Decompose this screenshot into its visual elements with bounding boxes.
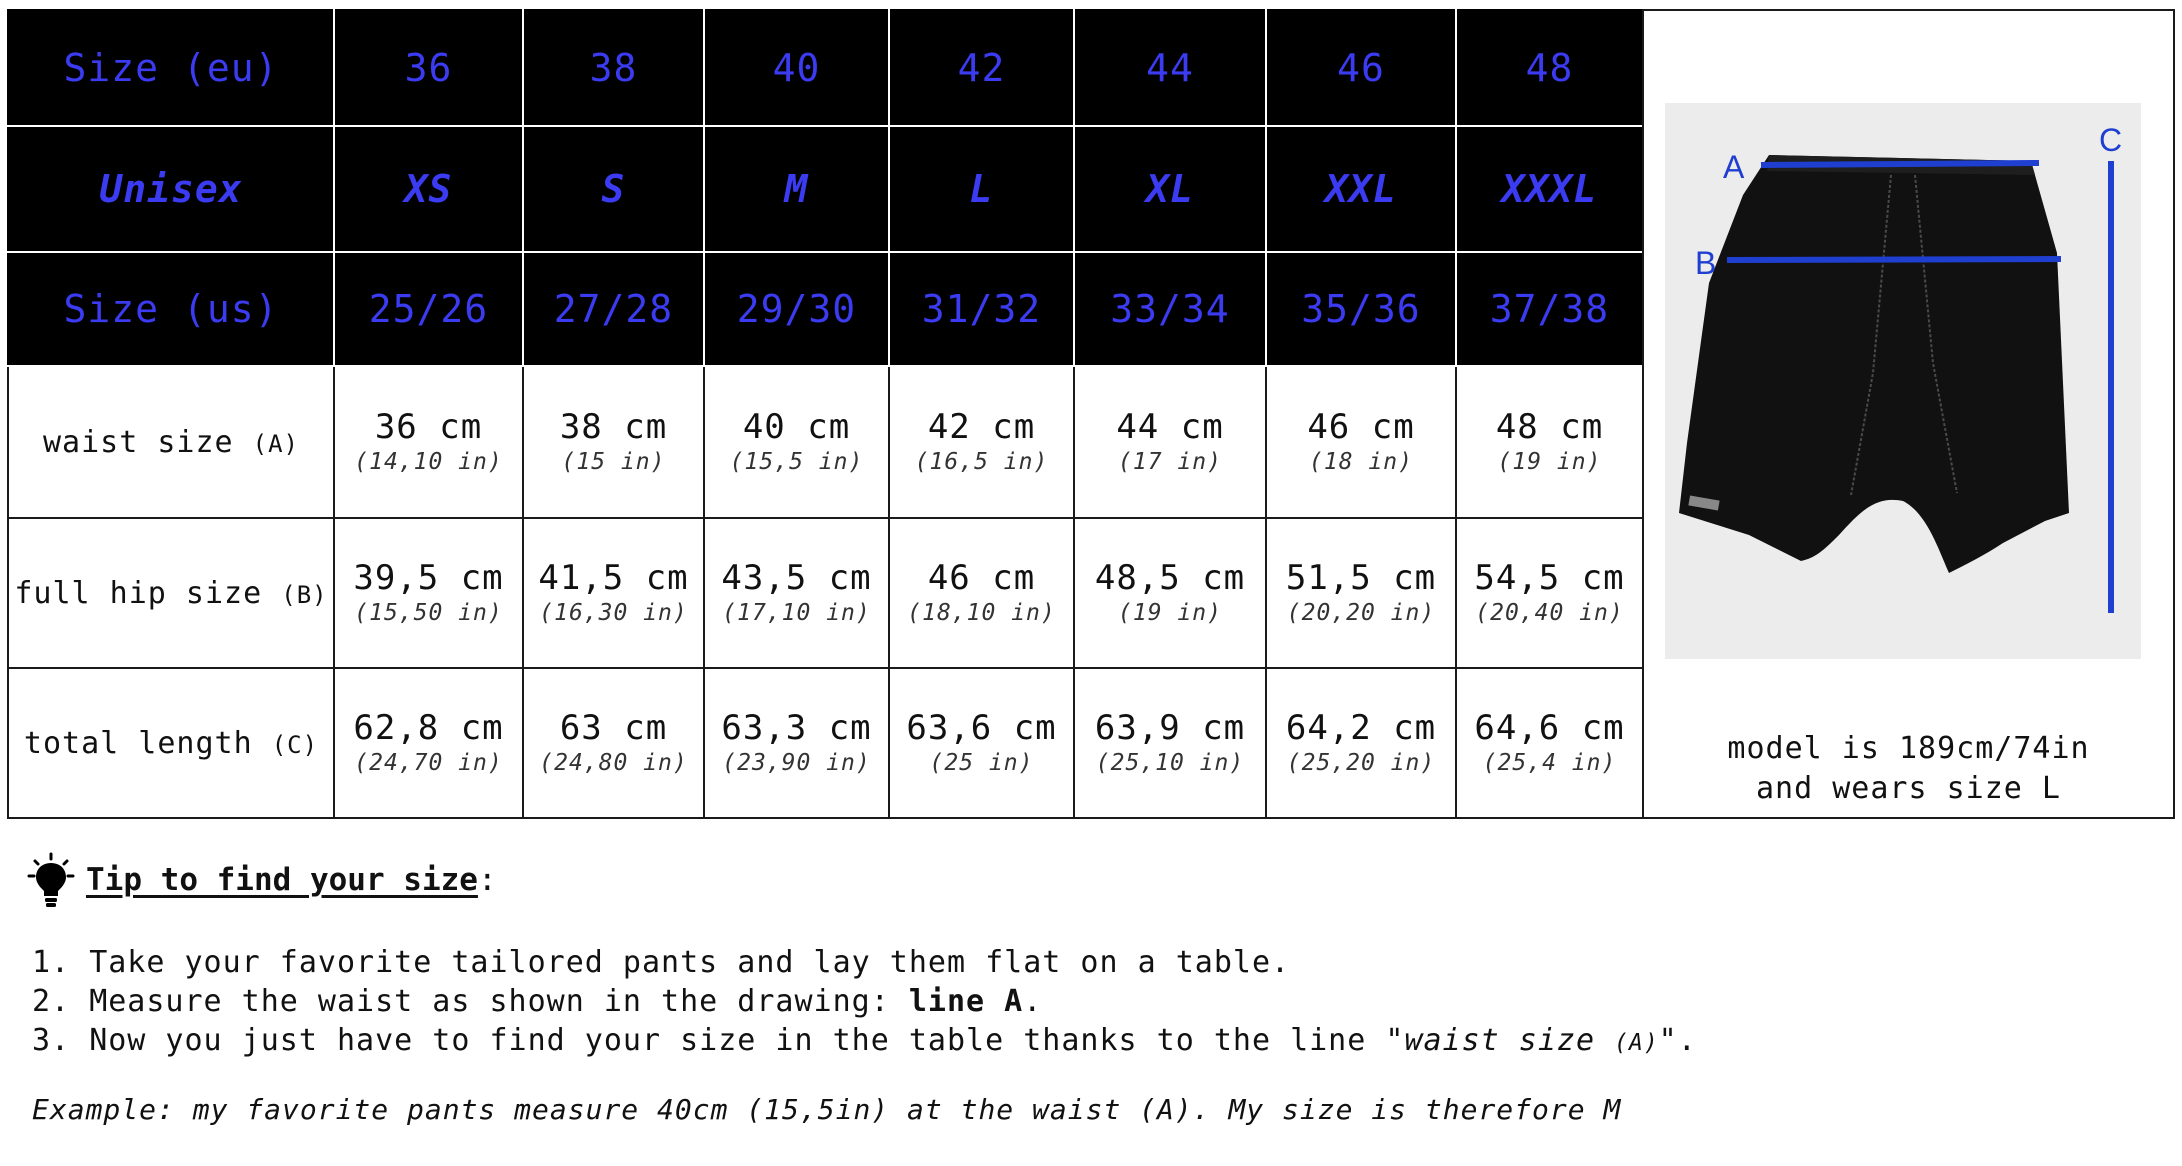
measure-cell: 42 cm (16,5 in) — [889, 366, 1074, 518]
model-note-line2: and wears size L — [1756, 771, 2061, 806]
measure-cell: 63,6 cm (25 in) — [889, 668, 1074, 818]
eu-size-cell: 38 — [523, 10, 704, 126]
row-header: Size (us) — [8, 252, 334, 366]
us-size-cell: 29/30 — [704, 252, 889, 366]
letter-size-cell: M — [704, 126, 889, 252]
row-label: total length (C) — [8, 668, 334, 818]
measure-cell: 63,3 cm (23,90 in) — [704, 668, 889, 818]
label-c: C — [2099, 122, 2123, 158]
letter-size-cell: S — [523, 126, 704, 252]
shorts-diagram — [1665, 103, 2141, 659]
letter-size-cell: L — [889, 126, 1074, 252]
steps-list — [32, 943, 1697, 1063]
step-item: 3. Now you just have to find your size in the table thanks to the line "waist size (A)". — [32, 1023, 1697, 1058]
us-size-row — [8, 252, 1643, 366]
eu-size-row — [8, 10, 1643, 126]
measure-line-a — [1761, 163, 2039, 165]
measure-cell: 36 cm (14,10 in) — [334, 366, 523, 518]
letter-size-cell: XXL — [1266, 126, 1456, 252]
eu-size-cell: 42 — [889, 10, 1074, 126]
measure-cell: 48,5 cm (19 in) — [1074, 518, 1266, 668]
tip-heading — [26, 855, 497, 905]
measure-cell: 38 cm (15 in) — [523, 366, 704, 518]
us-size-cell: 33/34 — [1074, 252, 1266, 366]
tip-title: Tip to find your size — [86, 862, 478, 898]
row-label: waist size (A) — [8, 366, 334, 518]
measure-cell: 64,6 cm (25,4 in) — [1456, 668, 1643, 818]
waist-size-row — [8, 366, 1643, 518]
shorts-drawing — [1665, 103, 2141, 659]
example-note: Example: my favorite pants measure 40cm (15,5in) at the waist (A). My size is therefore M — [32, 1093, 1622, 1126]
measure-cell: 40 cm (15,5 in) — [704, 366, 889, 518]
measure-cell: 51,5 cm (20,20 in) — [1266, 518, 1456, 668]
measure-cell: 48 cm (19 in) — [1456, 366, 1643, 518]
us-size-cell: 25/26 — [334, 252, 523, 366]
eu-size-cell: 46 — [1266, 10, 1456, 126]
eu-size-cell: 36 — [334, 10, 523, 126]
measure-cell: 46 cm (18,10 in) — [889, 518, 1074, 668]
step-item: 2. Measure the waist as shown in the drawing: line A. — [32, 984, 1043, 1019]
label-a: A — [1723, 149, 1745, 185]
eu-size-cell: 40 — [704, 10, 889, 126]
eu-size-cell: 48 — [1456, 10, 1643, 126]
us-size-cell: 35/36 — [1266, 252, 1456, 366]
hip-size-row — [8, 518, 1643, 668]
measure-cell: 44 cm (17 in) — [1074, 366, 1266, 518]
size-chart-table — [7, 9, 1644, 819]
shorts-silhouette — [1679, 155, 2069, 573]
us-size-cell: 27/28 — [523, 252, 704, 366]
measure-line-b — [1727, 259, 2061, 260]
measure-cell: 64,2 cm (25,20 in) — [1266, 668, 1456, 818]
eu-size-cell: 44 — [1074, 10, 1266, 126]
measure-cell: 62,8 cm (24,70 in) — [334, 668, 523, 818]
garment-diagram-panel — [1642, 9, 2175, 819]
letter-size-cell: XXXL — [1456, 126, 1643, 252]
lightbulb-icon — [26, 852, 76, 908]
measure-cell: 39,5 cm (15,50 in) — [334, 518, 523, 668]
measure-cell: 63 cm (24,80 in) — [523, 668, 704, 818]
measure-cell: 41,5 cm (16,30 in) — [523, 518, 704, 668]
letter-size-cell: XS — [334, 126, 523, 252]
tip-colon: : — [477, 862, 497, 898]
row-header: Size (eu) — [8, 10, 334, 126]
unisex-size-row — [8, 126, 1643, 252]
step-item: 1. Take your favorite tailored pants and lay them flat on a table. — [32, 945, 1291, 980]
row-label: full hip size (B) — [8, 518, 334, 668]
us-size-cell: 37/38 — [1456, 252, 1643, 366]
label-b: B — [1695, 245, 1717, 281]
model-note — [1644, 729, 2173, 809]
measure-cell: 54,5 cm (20,40 in) — [1456, 518, 1643, 668]
measure-cell: 46 cm (18 in) — [1266, 366, 1456, 518]
measure-cell: 63,9 cm (25,10 in) — [1074, 668, 1266, 818]
letter-size-cell: XL — [1074, 126, 1266, 252]
us-size-cell: 31/32 — [889, 252, 1074, 366]
total-length-row — [8, 668, 1643, 818]
row-header: Unisex — [8, 126, 334, 252]
model-note-line1: model is 189cm/74in — [1727, 731, 2090, 766]
measure-cell: 43,5 cm (17,10 in) — [704, 518, 889, 668]
